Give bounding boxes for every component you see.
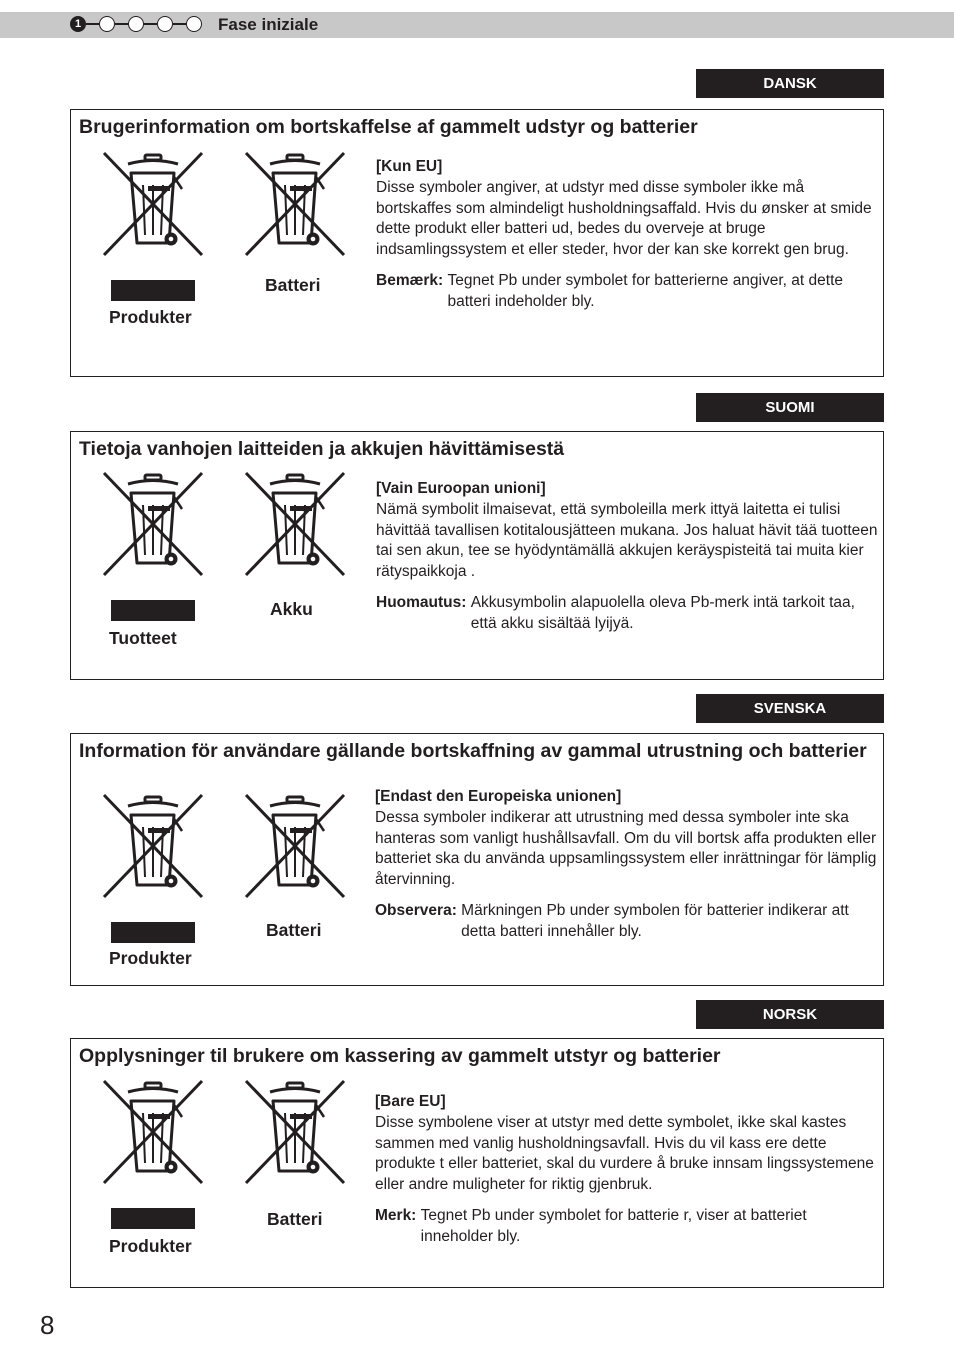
note-label: Huomautus: (376, 593, 471, 611)
step-4 (157, 16, 173, 32)
note-label: Observera: (375, 901, 462, 919)
section-norsk (70, 1038, 884, 1288)
region-heading: [Kun EU] (376, 158, 443, 175)
black-bar (111, 600, 195, 621)
section-suomi (70, 431, 884, 680)
note-text: Märkningen Pb under symbolen för batterier indikerar att detta batteri innehåller bly. (461, 901, 849, 940)
wheelie-bin-crossed-icon (242, 469, 348, 579)
wheelie-bin-crossed-icon (242, 791, 348, 901)
note-label: Merk: (375, 1206, 421, 1224)
wheelie-bin-crossed-icon (100, 791, 206, 901)
section-dansk (70, 109, 884, 377)
page-number: 8 (40, 1310, 55, 1340)
lang-tab-suomi: SUOMI (696, 393, 884, 422)
step-5 (186, 16, 202, 32)
body-text: Disse symboler angiver, at udstyr med disse symboler ikke må bortskaffes som almindeligt husholdningsaffald. Hvis du ønsker at smide dette produkt eller batteri ud, bedes du overveje at bruge indsamlingssystem et eller steder, hvor der kan ske korrekt gen brug. (376, 178, 872, 259)
products-label: Tuotteet (109, 628, 177, 648)
note (375, 1206, 881, 1248)
wheelie-bin-crossed-icon (242, 1077, 348, 1187)
region-heading: [Endast den Europeiska unionen] (375, 788, 622, 805)
info-text (376, 479, 881, 635)
products-label: Produkter (109, 307, 192, 327)
wheelie-bin-crossed-icon (100, 149, 206, 259)
region-heading: [Bare EU] (375, 1093, 446, 1110)
lang-tab-norsk: NORSK (696, 1000, 884, 1029)
body-text: Dessa symboler indikerar att utrustning med dessa symboler inte ska hanteras som vanligt hushållsavfall. Om du vill bortsk affa produkten eller batteriet ska du använda uppsamlingssystem eller inrättningar för lämplig återvinning. (375, 808, 877, 889)
lang-tab-svenska: SVENSKA (696, 694, 884, 723)
info-text (375, 787, 881, 943)
wheelie-bin-crossed-icon (100, 1077, 206, 1187)
top-bar (0, 12, 954, 38)
body-text: Nämä symbolit ilmaisevat, että symboleilla merk ittyä laitetta ei tulisi hävittää tavallisen kotitalousjätteen mukana. Jos haluat hävit tää tuotteen tai sen akun, tee se hyödyntämällä akkujen keräyspisteitä tai muita kier rätyspaikkoja . (376, 500, 878, 581)
note (375, 901, 881, 943)
region-heading: [Vain Euroopan unioni] (376, 480, 546, 497)
note-text: Tegnet Pb under symbolet for batterie r, viser at batteriet inneholder bly. (420, 1206, 807, 1245)
black-bar (111, 922, 195, 943)
products-label: Produkter (109, 948, 192, 968)
lang-tab-dansk: DANSK (696, 69, 884, 98)
chapter-title: Fase iniziale (218, 15, 319, 34)
products-label: Produkter (109, 1236, 192, 1256)
note-text: Tegnet Pb under symbolet for batterierne angiver, at dette batteri indeholder bly. (447, 271, 843, 310)
info-text (375, 1092, 881, 1248)
note-label: Bemærk: (376, 271, 448, 289)
section-title: Tietoja vanhojen laitteiden ja akkujen hävittämisestä (79, 438, 565, 460)
section-title: Information för användare gällande bortskaffning av gammal utrustning och batterier (79, 740, 867, 762)
section-svenska (70, 733, 884, 986)
step-2 (99, 16, 115, 32)
battery-label: Batteri (265, 275, 321, 295)
note (376, 593, 881, 635)
battery-label: Batteri (267, 1209, 323, 1229)
black-bar (111, 280, 195, 301)
black-bar (111, 1208, 195, 1229)
section-title: Brugerinformation om bortskaffelse af gammelt udstyr og batterier (79, 116, 698, 138)
step-3 (128, 16, 144, 32)
wheelie-bin-crossed-icon (242, 149, 348, 259)
note (376, 271, 881, 313)
wheelie-bin-crossed-icon (100, 469, 206, 579)
section-title: Opplysninger til brukere om kassering av gammelt utstyr og batterier (79, 1045, 721, 1067)
battery-label: Batteri (266, 920, 322, 940)
body-text: Disse symbolene viser at utstyr med dette symbolet, ikke skal kastes sammen med vanlig husholdningsavfall. Hvis du vil kass ere dette produkte t eller batteriet, skal du vurdere å bruke innsam lingssystemene eller andre muligheter for riktig gjenbruk. (375, 1113, 874, 1194)
info-text (376, 157, 881, 313)
step-1: 1 (70, 16, 86, 32)
battery-label: Akku (270, 599, 313, 619)
note-text: Akkusymbolin alapuolella oleva Pb-merk intä tarkoit taa, että akku sisältää lyijyä. (470, 593, 855, 632)
